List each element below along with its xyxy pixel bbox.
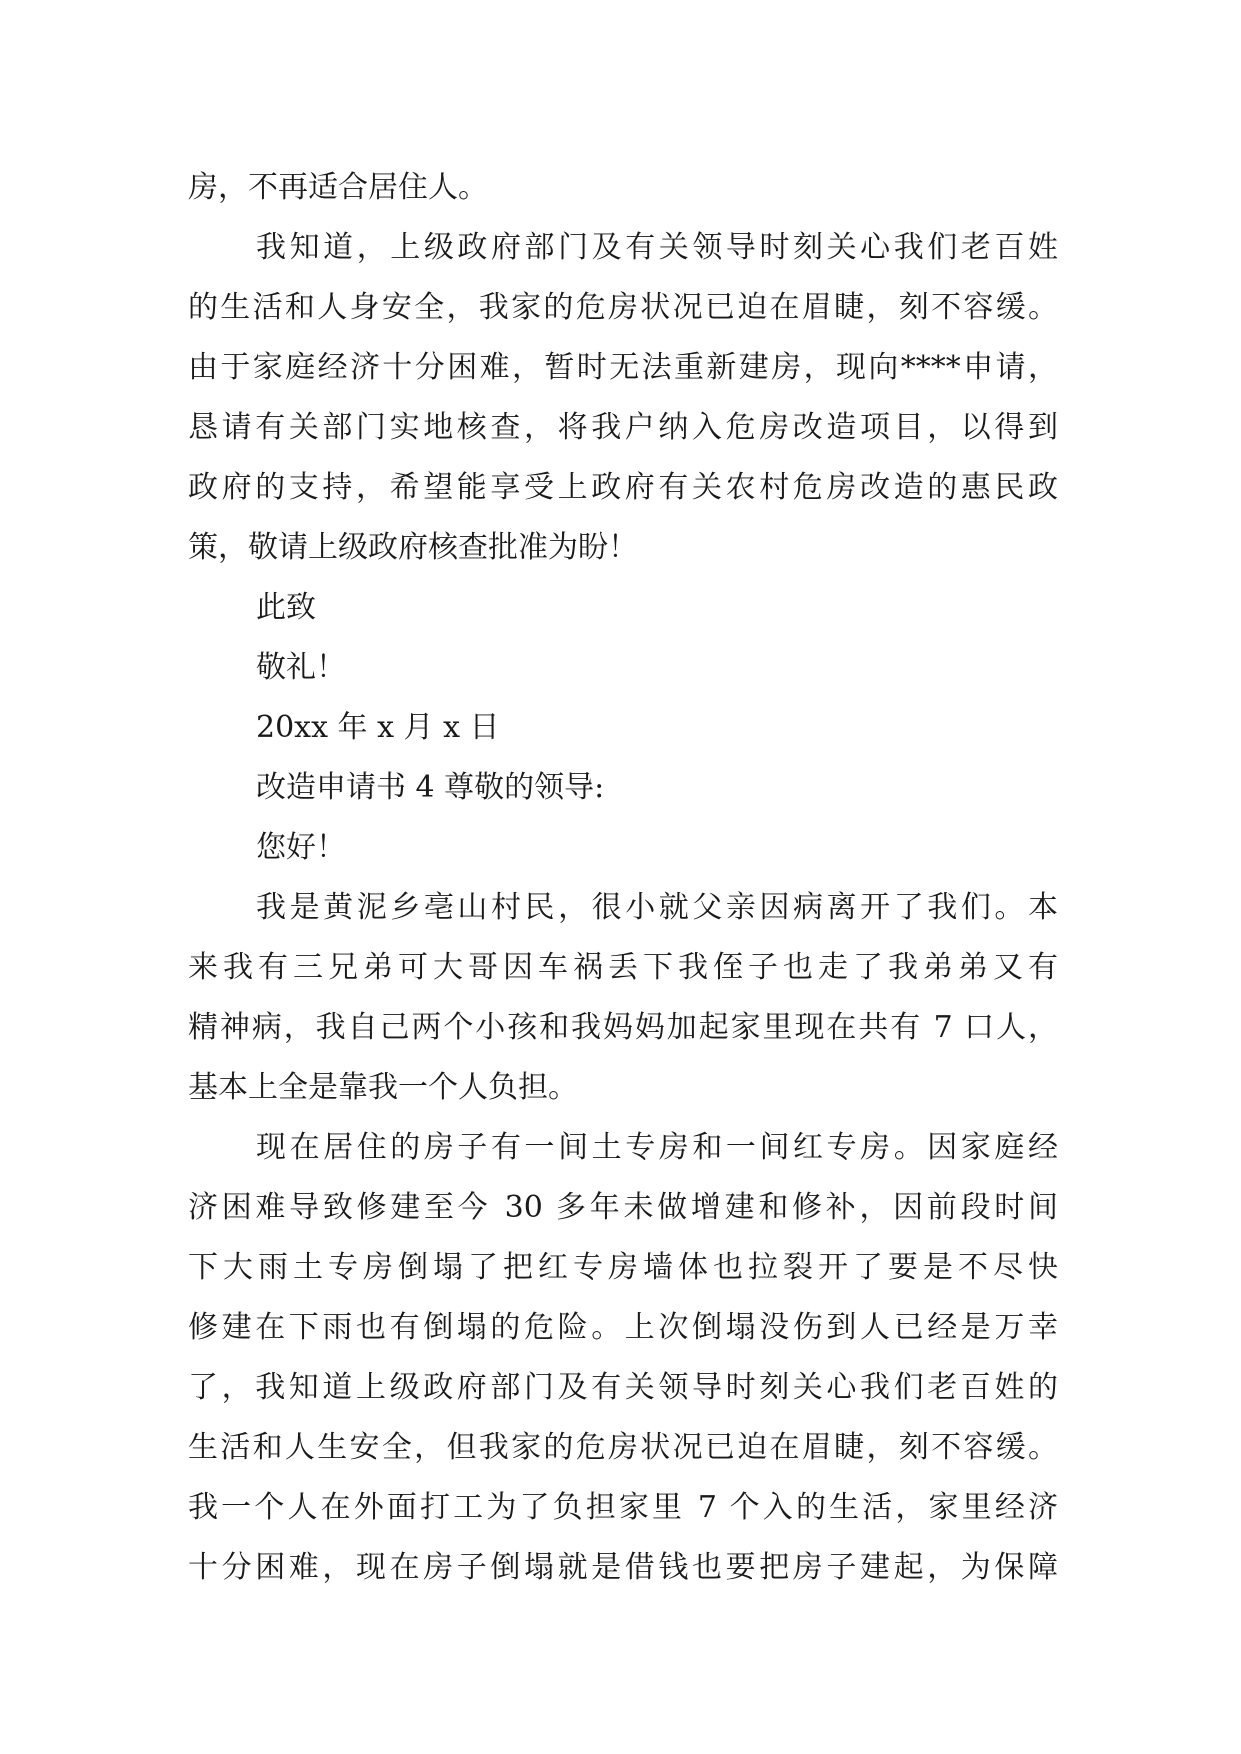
text-line: 政府的支持，希望能享受上政府有关农村危房改造的惠民政	[188, 470, 1058, 505]
text-line: 20xx 年 x 月 x 日	[256, 710, 500, 745]
text-line: 了，我知道上级政府部门及有关领导时刻关心我们老百姓的	[188, 1370, 1058, 1405]
paragraph	[188, 578, 1058, 638]
text-line: 济困难导致修建至今 30 多年未做增建和修补，因前段时间	[188, 1190, 1058, 1225]
text-line: 我是黄泥乡亳山村民，很小就父亲因病离开了我们。本	[256, 890, 1058, 925]
text-line: 此致	[256, 590, 316, 625]
text-line: 房，不再适合居住人。	[188, 170, 488, 205]
paragraph	[188, 638, 1058, 698]
paragraph	[188, 878, 1058, 1118]
paragraph	[188, 158, 1058, 218]
text-line: 的生活和人身安全，我家的危房状况已迫在眉睫，刻不容缓。	[188, 290, 1058, 325]
text-line: 现在居住的房子有一间土专房和一间红专房。因家庭经	[256, 1130, 1058, 1165]
text-line: 您好！	[256, 830, 346, 865]
text-line: 改造申请书 4 尊敬的领导:	[256, 770, 605, 805]
document-page	[188, 158, 1058, 1598]
text-line: 基本上全是靠我一个人负担。	[188, 1070, 578, 1105]
text-line: 修建在下雨也有倒塌的危险。上次倒塌没伤到人已经是万幸	[188, 1310, 1058, 1345]
text-line: 由于家庭经济十分困难，暂时无法重新建房，现向****申请，	[188, 350, 1058, 385]
text-line: 恳请有关部门实地核查，将我户纳入危房改造项目，以得到	[188, 410, 1058, 445]
text-line: 下大雨土专房倒塌了把红专房墙体也拉裂开了要是不尽快	[188, 1250, 1058, 1285]
text-line: 我一个人在外面打工为了负担家里 7 个入的生活，家里经济	[188, 1490, 1058, 1525]
paragraph	[188, 698, 1058, 758]
text-line: 敬礼！	[256, 650, 346, 685]
paragraph	[188, 818, 1058, 878]
text-line: 来我有三兄弟可大哥因车祸丢下我侄子也走了我弟弟又有	[188, 950, 1058, 985]
text-line: 精神病，我自己两个小孩和我妈妈加起家里现在共有 7 口人，	[188, 1010, 1058, 1045]
text-line: 我知道，上级政府部门及有关领导时刻关心我们老百姓	[256, 230, 1058, 265]
text-line: 十分困难，现在房子倒塌就是借钱也要把房子建起，为保障	[188, 1550, 1058, 1585]
paragraph	[188, 1118, 1058, 1598]
paragraph	[188, 218, 1058, 578]
text-line: 生活和人生安全，但我家的危房状况已迫在眉睫，刻不容缓。	[188, 1430, 1058, 1465]
paragraph	[188, 758, 1058, 818]
text-line: 策，敬请上级政府核查批准为盼！	[188, 530, 638, 565]
